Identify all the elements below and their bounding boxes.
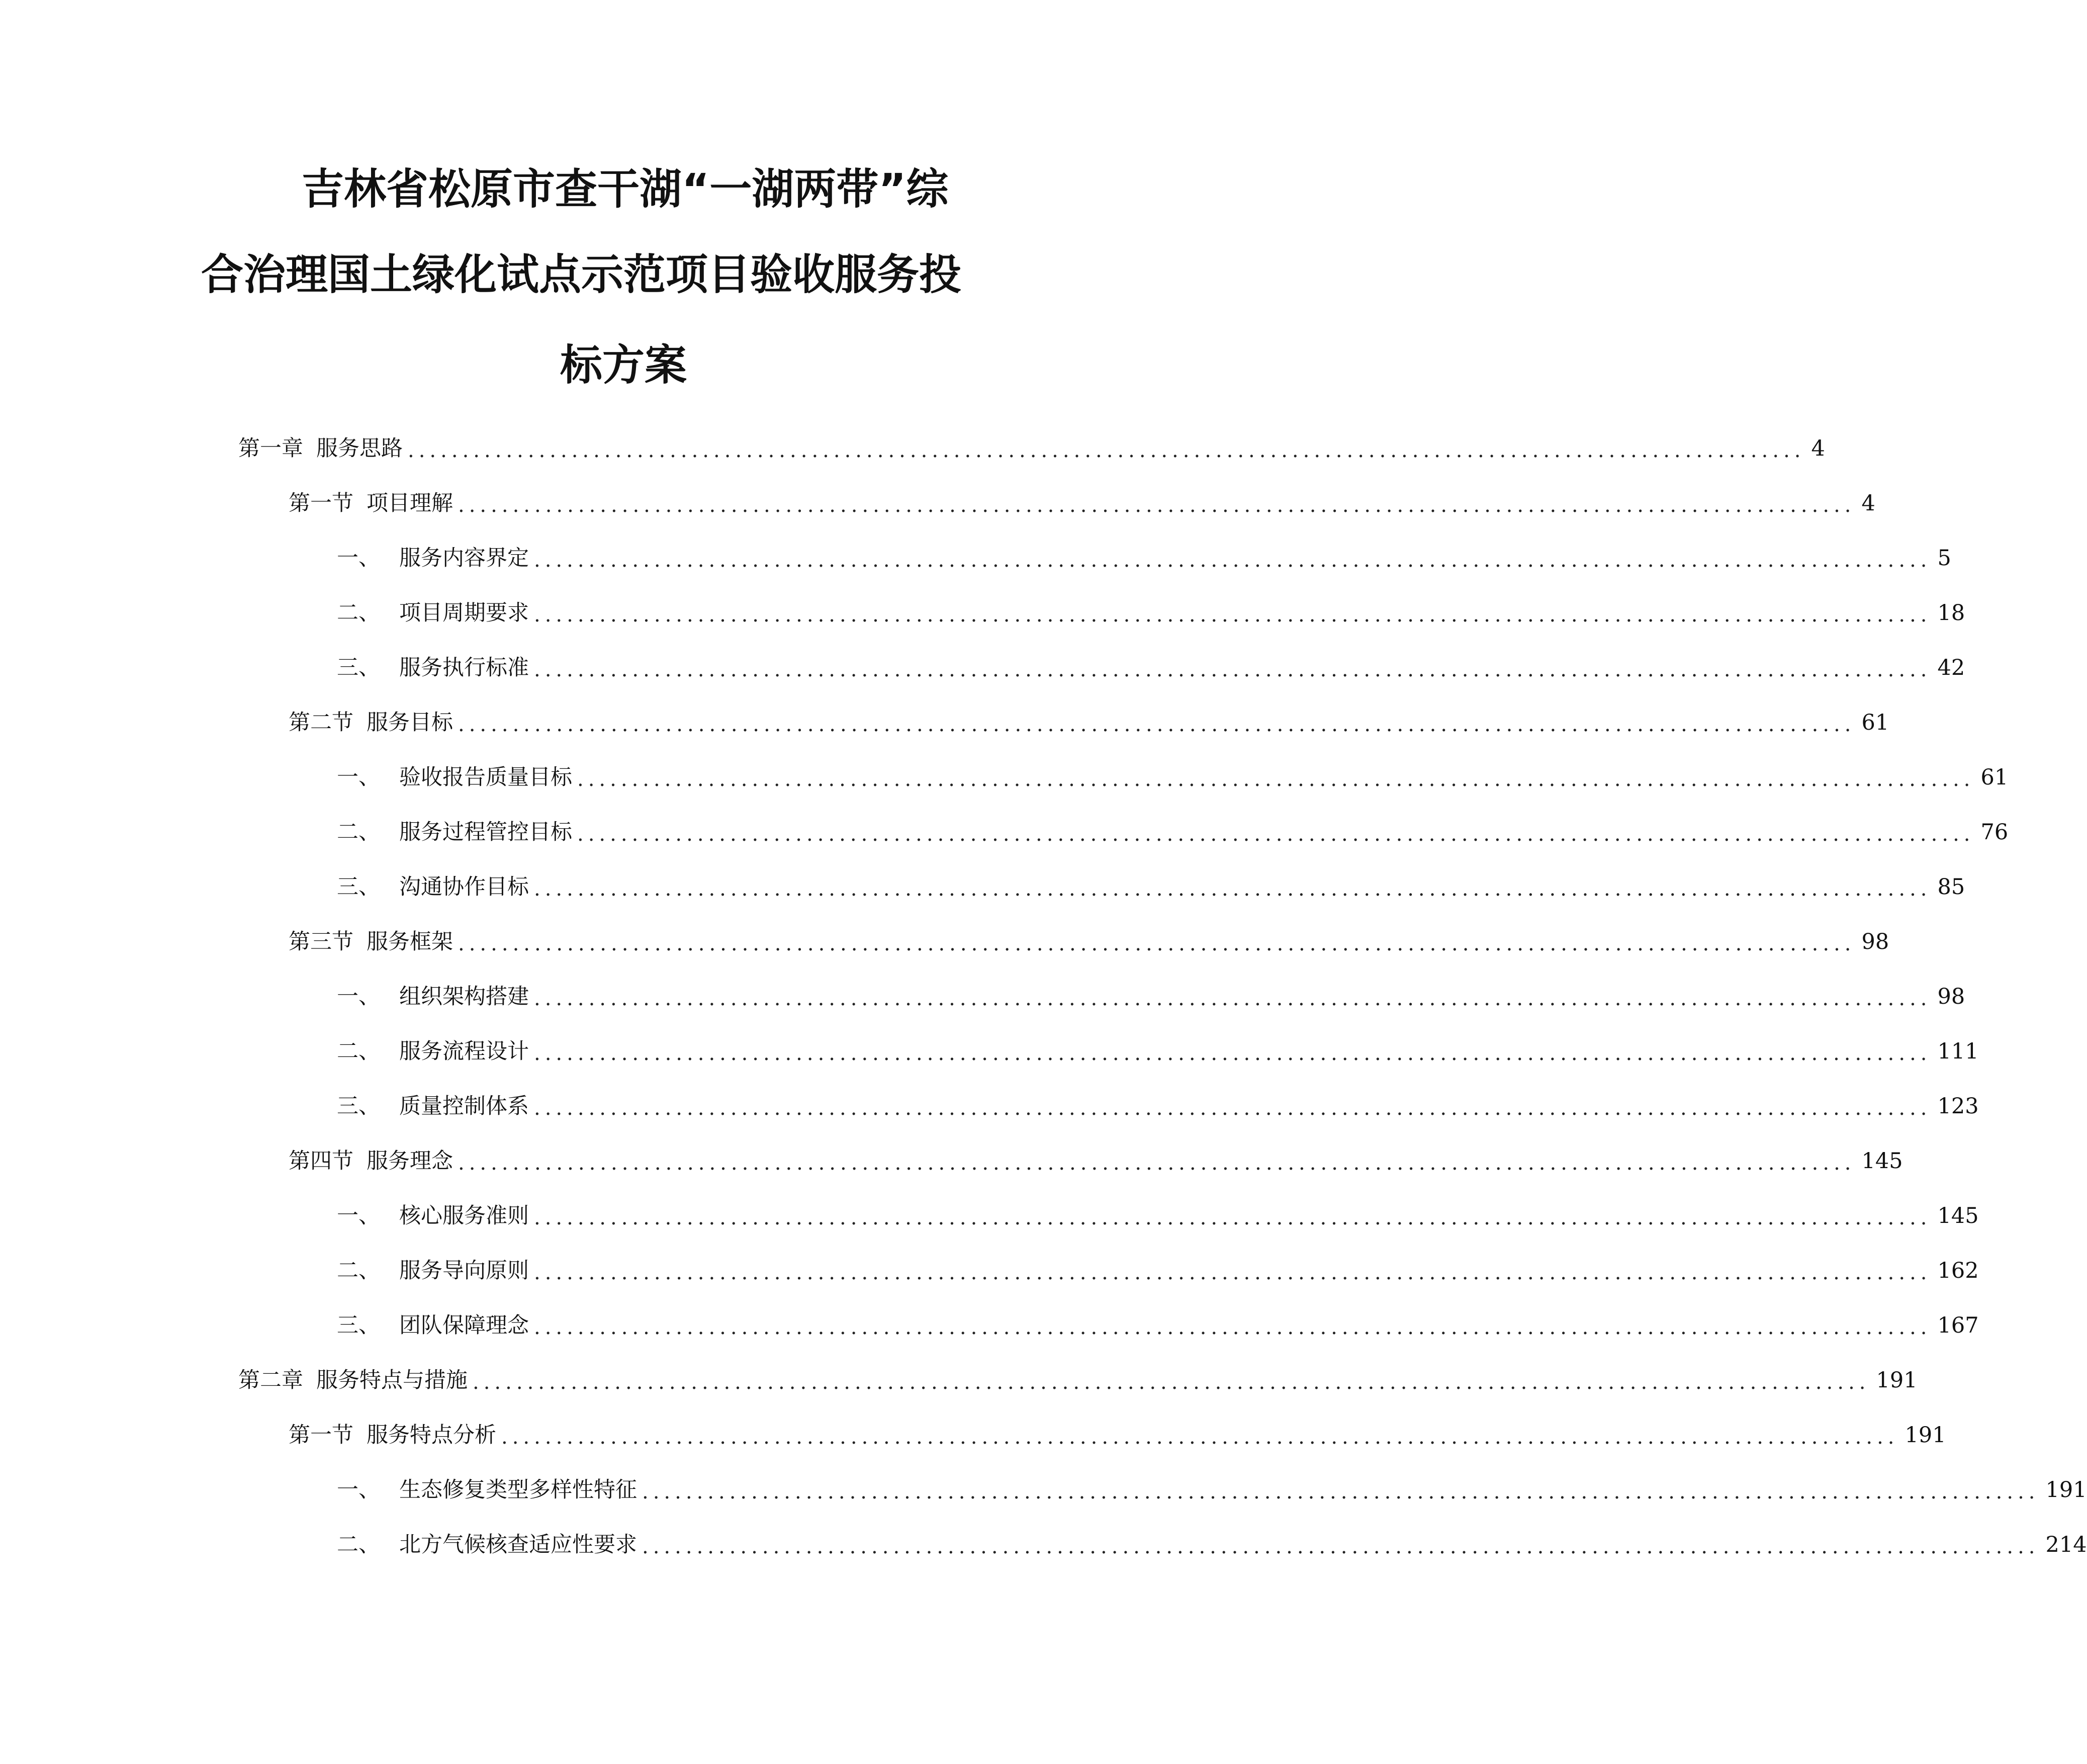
toc-entry-number: 一、 (337, 546, 380, 571)
toc-page-number: 85 (1937, 874, 1965, 900)
toc-entry-number: 一、 (337, 765, 380, 790)
toc-dot-leader: ................................................................................................................................ (534, 1261, 1932, 1284)
toc-dot-leader: ................................................................................................................................ (534, 603, 1932, 627)
document-title-line-2: 合治理国土绿化试点示范项目验收服务投 (201, 250, 962, 299)
toc-page-number: 61 (1861, 710, 1889, 735)
toc-entry-item[interactable] (337, 811, 2009, 847)
toc-page-number: 145 (1861, 1149, 1903, 1174)
toc-entry-number: 二、 (337, 600, 380, 626)
document-title-line-3: 标方案 (560, 340, 687, 390)
toc-entry-text: 团队保障理念 (399, 1313, 529, 1338)
toc-dot-leader: ................................................................................................................................ (458, 713, 1856, 736)
toc-page-number: 111 (1937, 1039, 1979, 1064)
toc-entry-text: 服务思路 (316, 436, 403, 461)
toc-entry-text: 北方气候核查适应性要求 (399, 1532, 637, 1557)
toc-entry-text: 验收报告质量目标 (399, 765, 572, 790)
toc-entry-number: 第二节 (289, 710, 353, 735)
toc-entry-section[interactable] (289, 482, 1875, 518)
document-title-line-1: 吉林省松原市查干湖“一湖两带”综 (302, 164, 949, 214)
toc-entry-number: 一、 (337, 1477, 380, 1503)
toc-entry-text: 质量控制体系 (399, 1094, 529, 1119)
toc-dot-leader: ................................................................................................................................ (534, 1097, 1932, 1120)
toc-entry-text: 服务流程设计 (399, 1039, 529, 1064)
toc-page-number: 42 (1937, 655, 1965, 680)
toc-entry-number: 二、 (337, 1039, 380, 1064)
toc-entry-text: 项目理解 (367, 491, 453, 516)
toc-entry-item[interactable] (337, 866, 1965, 902)
toc-entry-number: 三、 (337, 655, 380, 680)
toc-entry-number: 三、 (337, 1313, 380, 1338)
toc-entry-item[interactable] (337, 537, 1951, 573)
toc-dot-leader: ................................................................................................................................ (534, 1316, 1932, 1339)
toc-entry-text: 服务特点分析 (367, 1423, 496, 1448)
toc-entry-section[interactable] (289, 1140, 1903, 1176)
toc-entry-text: 服务目标 (367, 710, 453, 735)
toc-dot-leader: ................................................................................................................................ (577, 768, 1975, 791)
toc-entry-text: 核心服务准则 (399, 1203, 529, 1228)
toc-page-number: 145 (1937, 1203, 1979, 1228)
toc-dot-leader: ................................................................................................................................ (458, 494, 1856, 517)
toc-entry-text: 服务框架 (367, 929, 453, 954)
toc-entry-item[interactable] (337, 1030, 1979, 1067)
toc-entry-text: 服务过程管控目标 (399, 820, 572, 845)
toc-entry-item[interactable] (337, 1469, 2087, 1505)
toc-entry-text: 服务内容界定 (399, 546, 529, 571)
toc-page-number: 4 (1811, 436, 1825, 461)
toc-entry-text: 服务理念 (367, 1149, 453, 1174)
toc-entry-section[interactable] (289, 1414, 1946, 1450)
toc-dot-leader: ................................................................................................................................ (534, 549, 1932, 572)
toc-entry-text: 服务执行标准 (399, 655, 529, 680)
toc-dot-leader: ................................................................................................................................ (501, 1426, 1899, 1449)
toc-entry-chapter[interactable] (238, 427, 1825, 464)
toc-dot-leader: ................................................................................................................................ (534, 1206, 1932, 1229)
toc-page-number: 162 (1937, 1258, 1979, 1283)
toc-dot-leader: ................................................................................................................................ (642, 1535, 2040, 1558)
toc-page-number: 191 (1876, 1368, 1918, 1393)
toc-entry-text: 组织架构搭建 (399, 984, 529, 1009)
toc-page-number: 18 (1937, 600, 1965, 626)
toc-dot-leader: ................................................................................................................................ (534, 658, 1932, 681)
toc-page-number: 123 (1937, 1094, 1979, 1119)
toc-page-number: 214 (2045, 1532, 2087, 1557)
toc-entry-number: 二、 (337, 820, 380, 845)
toc-entry-number: 第一章 (238, 436, 303, 461)
toc-entry-number: 三、 (337, 874, 380, 900)
toc-entry-number: 第一节 (289, 1423, 353, 1448)
toc-entry-item[interactable] (337, 1195, 1979, 1231)
toc-dot-leader: ................................................................................................................................ (642, 1480, 2040, 1504)
toc-entry-item[interactable] (337, 976, 1965, 1012)
toc-page-number: 191 (2045, 1477, 2087, 1503)
toc-page-number: 191 (1904, 1423, 1946, 1448)
toc-page-number: 98 (1937, 984, 1965, 1009)
toc-dot-leader: ................................................................................................................................ (458, 932, 1856, 955)
toc-entry-chapter[interactable] (238, 1359, 1918, 1395)
toc-dot-leader: ................................................................................................................................ (534, 877, 1932, 901)
toc-entry-text: 项目周期要求 (399, 600, 529, 626)
toc-entry-item[interactable] (337, 647, 1965, 683)
toc-entry-item[interactable] (337, 592, 1965, 628)
toc-page-number: 76 (1980, 820, 2009, 845)
toc-entry-number: 一、 (337, 984, 380, 1009)
toc-entry-number: 第一节 (289, 491, 353, 516)
toc-dot-leader: ................................................................................................................................ (577, 823, 1975, 846)
toc-entry-number: 第三节 (289, 929, 353, 954)
toc-entry-number: 二、 (337, 1258, 380, 1283)
toc-entry-text: 生态修复类型多样性特征 (399, 1477, 637, 1503)
toc-entry-section[interactable] (289, 701, 1889, 738)
toc-entry-section[interactable] (289, 921, 1889, 957)
toc-entry-number: 三、 (337, 1094, 380, 1119)
toc-entry-number: 二、 (337, 1532, 380, 1557)
toc-dot-leader: ................................................................................................................................ (534, 987, 1932, 1010)
toc-page-number: 5 (1937, 546, 1951, 571)
toc-entry-number: 第四节 (289, 1149, 353, 1174)
toc-dot-leader: ................................................................................................................................ (458, 1152, 1856, 1175)
toc-entry-text: 沟通协作目标 (399, 874, 529, 900)
toc-entry-item[interactable] (337, 1085, 1979, 1121)
toc-dot-leader: ................................................................................................................................ (534, 1042, 1932, 1065)
toc-entry-text: 服务特点与措施 (316, 1368, 468, 1393)
toc-entry-text: 服务导向原则 (399, 1258, 529, 1283)
toc-page-number: 98 (1861, 929, 1889, 954)
toc-entry-number: 第二章 (238, 1368, 303, 1393)
toc-entry-item[interactable] (337, 1304, 1979, 1341)
toc-entry-item[interactable] (337, 756, 2009, 792)
toc-page-number: 4 (1861, 491, 1875, 516)
toc-entry-number: 一、 (337, 1203, 380, 1228)
toc-dot-leader: ................................................................................................................................ (473, 1371, 1870, 1394)
toc-page-number: 167 (1937, 1313, 1979, 1338)
toc-entry-item[interactable] (337, 1524, 2087, 1560)
toc-page-number: 61 (1980, 765, 2009, 790)
toc-entry-item[interactable] (337, 1250, 1979, 1286)
toc-dot-leader: ................................................................................................................................ (408, 439, 1805, 462)
